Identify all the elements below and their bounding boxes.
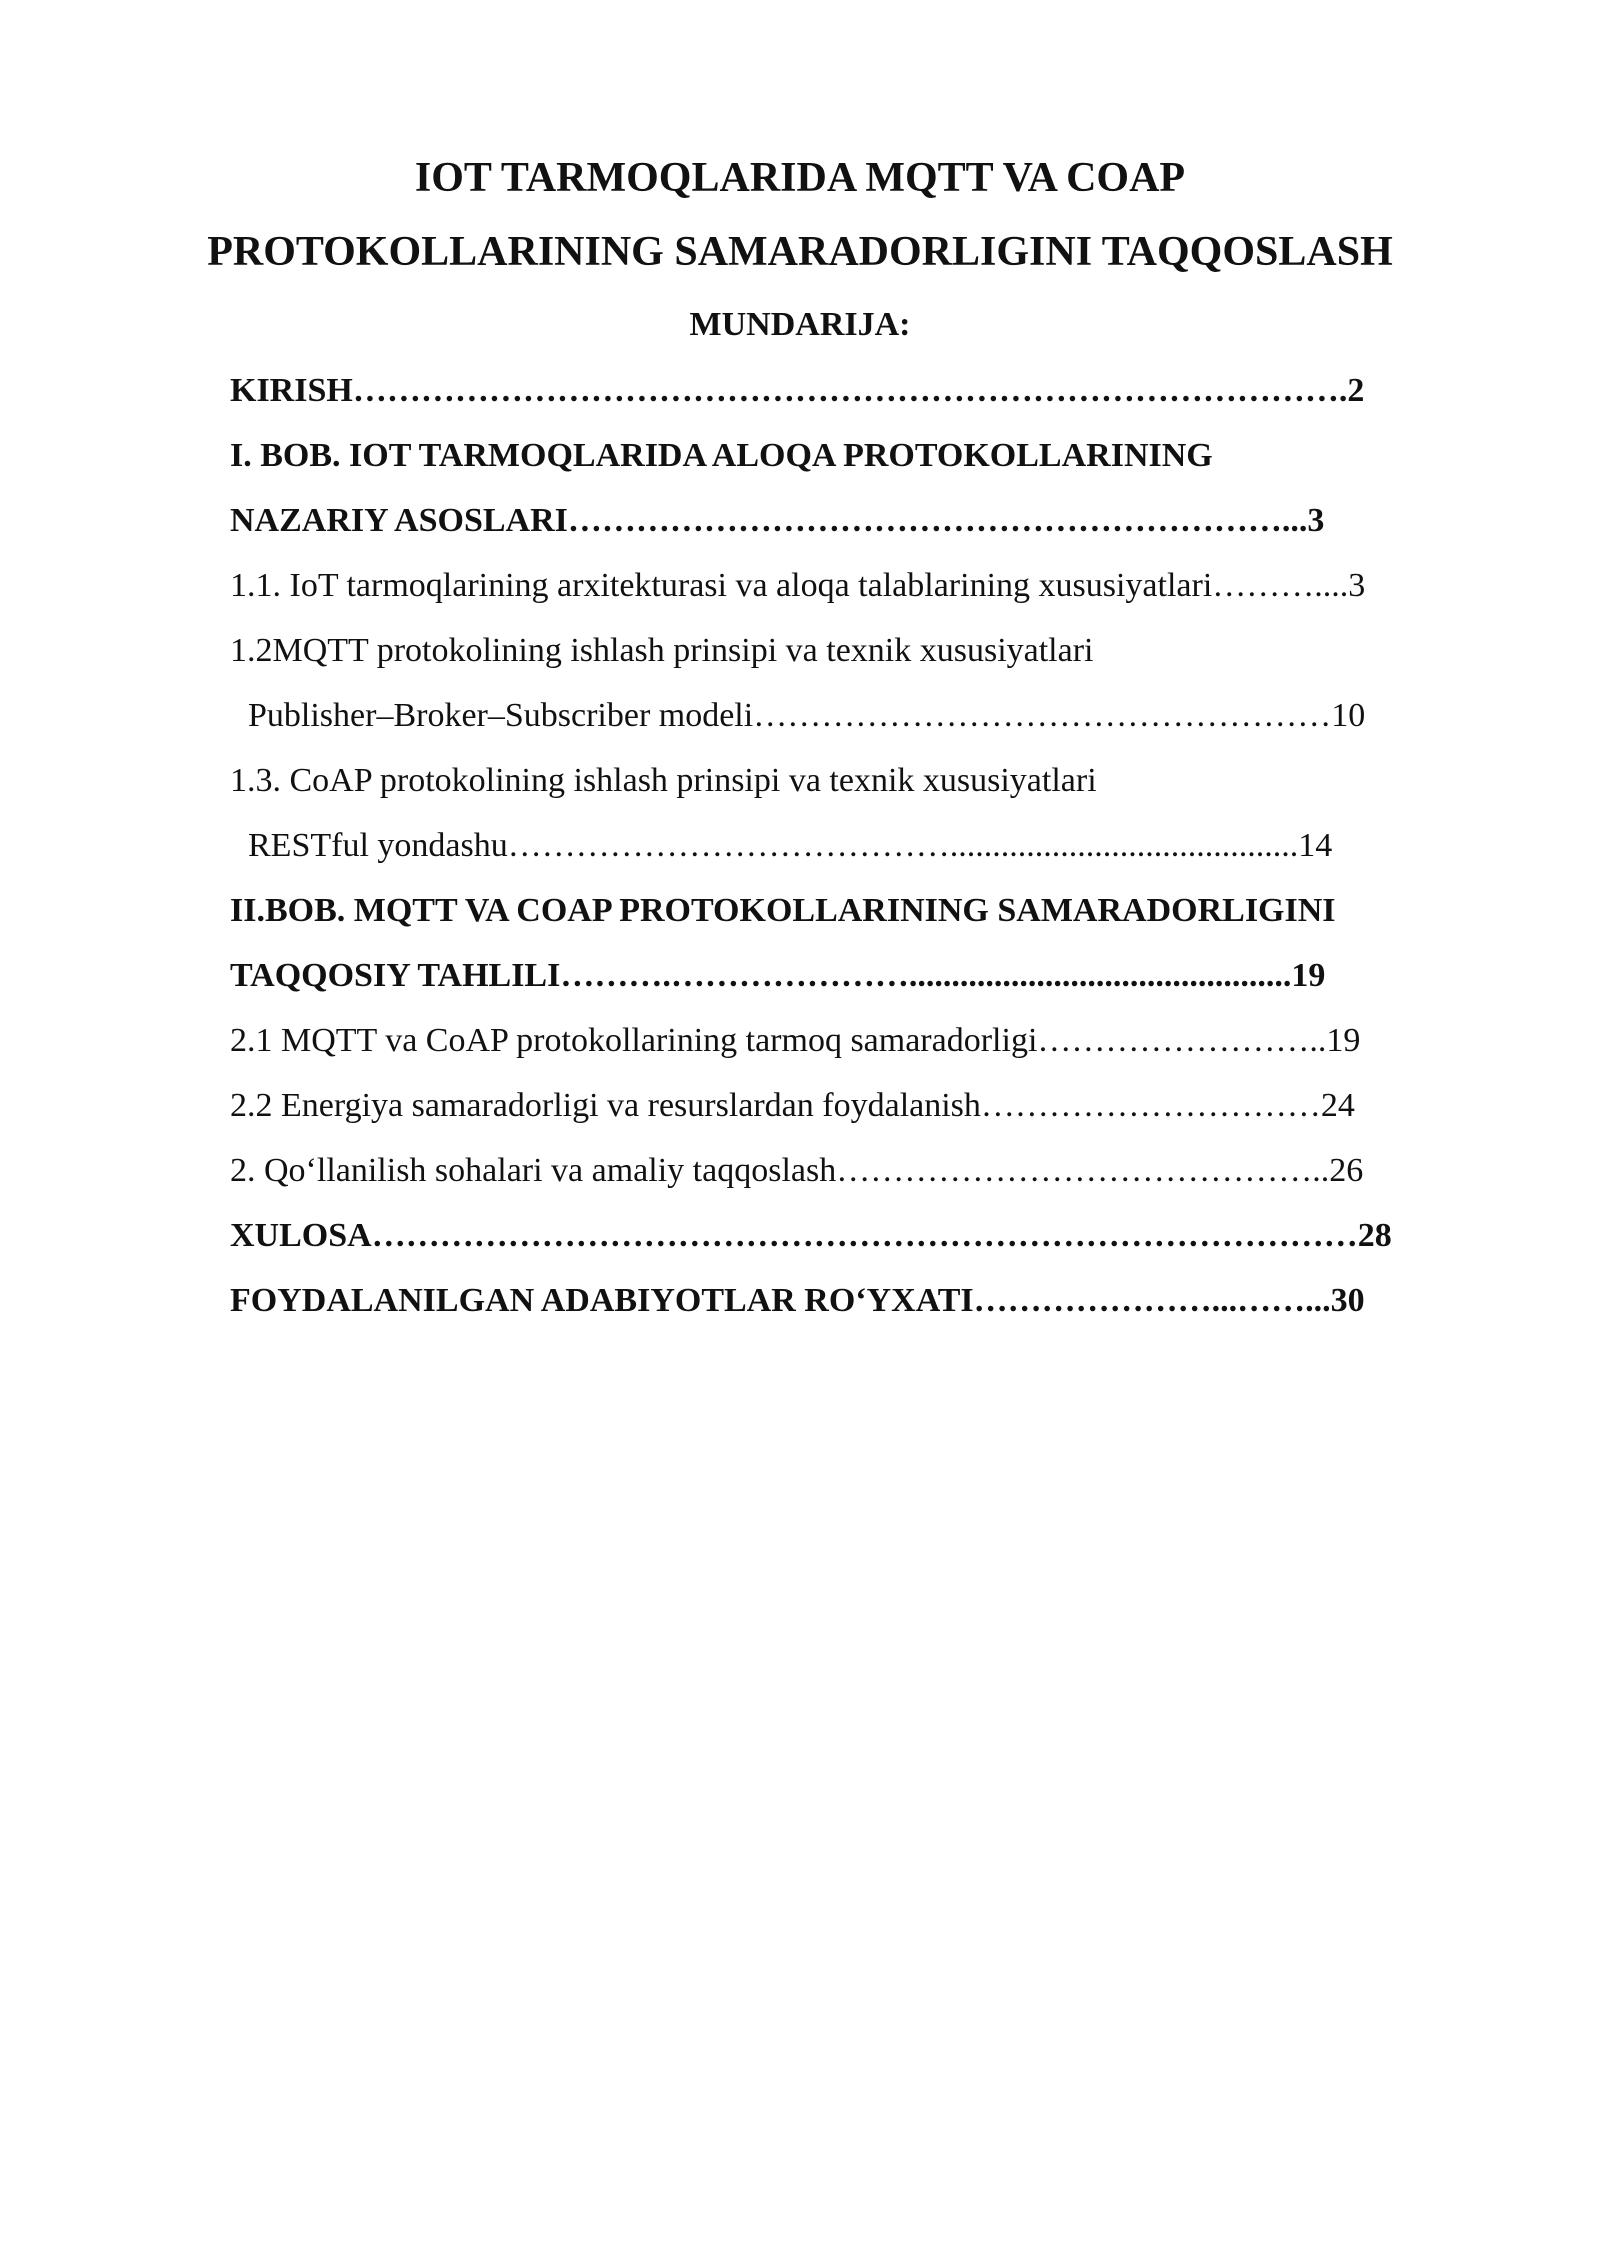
toc-entry-bibliography: FOYDALANILGAN ADABIYOTLAR RO‘YXATI…………………...……...30 <box>230 1282 1365 1319</box>
toc-entry-2-1: 2.1 MQTT va CoAP protokollarining tarmoq samaradorligi……………………..19 <box>230 1022 1361 1059</box>
toc-entry-1-2-line-2: Publisher–Broker–Subscriber modeli……………………………………………10 <box>248 697 1366 734</box>
toc-entry-xulosa: XULOSA……………………………………………………………………………28 <box>230 1217 1392 1254</box>
document-title-line-2: PROTOKOLLARINING SAMARADORLIGINI TAQQOSLASH <box>207 229 1393 275</box>
toc-entry-1-1: 1.1. IoT tarmoqlarining arxitekturasi va aloqa talablarining xususiyatlari………....3 <box>230 567 1366 604</box>
toc-entry-2-3: 2. Qo‘llanilish sohalari va amaliy taqqoslash……………………………………..26 <box>230 1152 1364 1189</box>
toc-heading: MUNDARIJA: <box>689 306 911 343</box>
document-title-line-1: IOT TARMOQLARIDA MQTT VA COAP <box>414 155 1186 201</box>
toc-entry-2-2: 2.2 Energiya samaradorligi va resurslardan foydalanish…………………………24 <box>230 1087 1355 1124</box>
toc-entry-chapter-2-line-1: II.BOB. MQTT VA COAP PROTOKOLLARINING SAMARADORLIGINI <box>230 892 1336 929</box>
toc-entry-kirish: KIRISH…………………………………………………………………………….2 <box>230 372 1365 409</box>
toc-entry-1-2-line-1: 1.2MQTT protokolining ishlash prinsipi va texnik xususiyatlari <box>230 632 1094 669</box>
toc-entry-chapter-1-line-2: NAZARIY ASOSLARI………………………………………………………...3 <box>230 502 1325 539</box>
toc-entry-1-3-line-1: 1.3. CoAP protokolining ishlash prinsipi va texnik xususiyatlari <box>230 762 1097 799</box>
toc-entry-1-3-line-2: RESTful yondashu………………………………….........................................14 <box>248 827 1333 864</box>
toc-entry-chapter-2-line-2: TAQQOSIY TAHLILI……….………………….............................................19 <box>230 957 1326 994</box>
toc-entry-chapter-1-line-1: I. BOB. IOT TARMOQLARIDA ALOQA PROTOKOLLARINING <box>230 437 1213 474</box>
